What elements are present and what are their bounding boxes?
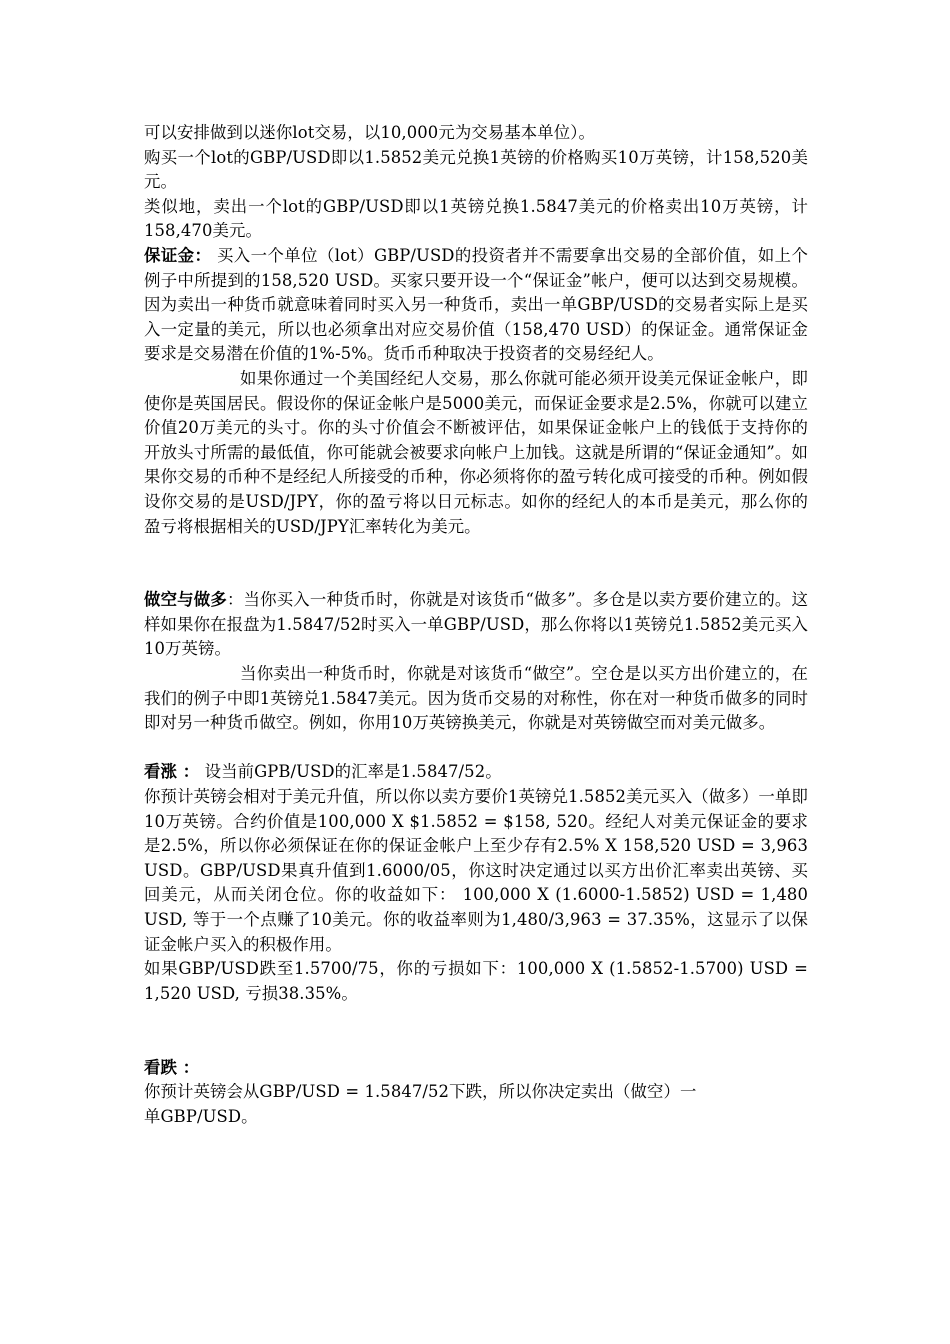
margin-body: 买入一个单位（lot）GBP/USD的投资者并不需要拿出交易的全部价值，如上个例子中所提到的158,520 USD。买家只要开设一个“保证金”帐户，便可以达到交易规模。因为卖出一种货币就意味着同时买入另一种货币，卖出一单GBP/USD的交易者实际上是买入一定量的美元，所以也必须拿出对应交易价值（158,470 USD）的保证金。通常保证金要求是交易潜在价值的1%-5%。货币币种取决于投资者的交易经纪人。 [144, 245, 808, 364]
bullish-heading: 看涨 ： [144, 762, 200, 782]
section-spacer [144, 1006, 808, 1055]
margin-paragraph [144, 244, 808, 367]
bullish-body: 设当前GPB/USD的汇率是1.5847/52。 [199, 762, 502, 782]
long-short-body: ：当你买入一种货币时，你就是对该货币“做多”。多仓是以卖方要价建立的。这样如果你在报盘为1.5847/52时买入一单GBP/USD，那么你将以1英镑兑1.5852美元买入10万英镑。 [144, 590, 809, 659]
margin-heading: 保证金： [144, 245, 212, 265]
bearish-heading: 看跌 ： [144, 1057, 200, 1077]
intro-paragraph-2: 购买一个lot的GBP/USD即以1.5852美元兑换1英镑的价格购买10万英镑，计158,520美元。 [144, 147, 808, 192]
intro-paragraph-1: 可以安排做到以迷你lot交易，以10,000元为交易基本单位）。 [144, 123, 596, 142]
bearish-line-2: 单GBP/USD。 [144, 1106, 258, 1126]
section-spacer [144, 539, 808, 588]
bullish-paragraph-2: 你预计英镑会相对于美元升值，所以你以卖方要价1英镑兑1.5852美元买入（做多）一单即10万英镑。合约价值是100,000 X $1.5852 = $158, 520。经纪人对美元保证金的要求是2.5%，所以你必须保证在你的保证金帐户上至少存有2.5% X 158,520 USD = 3,963 USD。GBP/USD果真升值到1.6000/05，你这时决定通过以买方出价汇率卖出英镑、买回美元，从而关闭仓位。你的收益如下： 100,000 X (1.6000-1.5852) USD = 1,480 USD, 等于一个点赚了10美元。你的收益率则为1,480/3,963 = 37.35%，这显示了以保证金帐户买入的积极作用。 [144, 787, 814, 954]
intro-paragraph-3: 类似地，卖出一个lot的GBP/USD即以1英镑兑换1.5847美元的价格卖出10万英镑，计158,470美元。 [144, 196, 808, 241]
bullish-paragraph-3: 如果GBP/USD跌至1.5700/75，你的亏损如下：100,000 X (1.5852-1.5700) USD = 1,520 USD, 亏损38.35%。 [144, 959, 814, 1003]
bearish-line-1: 你预计英镑会从GBP/USD = 1.5847/52下跌，所以你决定卖出（做空）一 [144, 1082, 697, 1102]
margin-paragraph-2: 如果你通过一个美国经纪人交易，那么你就可能必须开设美元保证金帐户，即使你是英国居民。假设你的保证金帐户是5000美元，而保证金要求是2.5%，你就可以建立价值20万美元的头寸。你的头寸价值会不断被评估，如果保证金帐户上的钱低于支持你的开放头寸所需的最低值，你可能就会被要求向帐户上加钱。这就是所谓的“保证金通知”。如果你交易的币种不是经纪人所接受的币种，你必须将你的盈亏转化成可接受的币种。例如假设你交易的是USD/JPY，你的盈亏将以日元标志。如你的经纪人的本币是美元，那么你的盈亏将根据相关的USD/JPY汇率转化为美元。 [144, 368, 808, 536]
long-short-paragraph-2: 当你卖出一种货币时，你就是对该货币“做空”。空仓是以买方出价建立的，在我们的例子中即1英镑兑1.5847美元。因为货币交易的对称性，你在对一种货币做多的同时即对另一种货币做空。例如，你用10万英镑换美元，你就是对英镑做空而对美元做多。 [144, 664, 808, 733]
long-short-paragraph [144, 588, 808, 662]
bullish-paragraph [144, 760, 808, 785]
long-short-heading: 做空与做多 [144, 590, 227, 610]
section-spacer [144, 736, 808, 761]
document-page [144, 121, 814, 1129]
